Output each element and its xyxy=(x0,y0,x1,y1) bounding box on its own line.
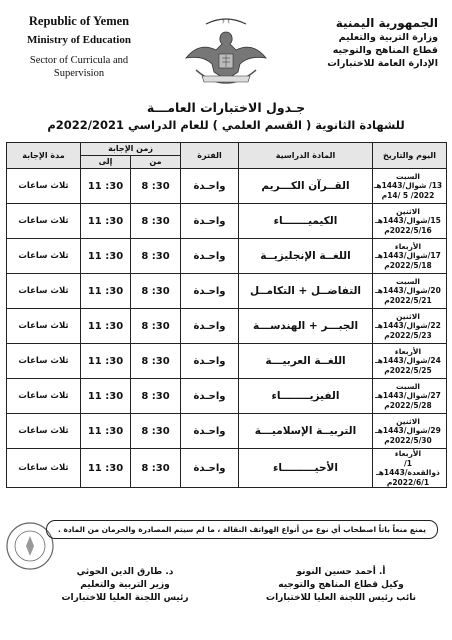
hijri-date: 20/شوال/1443هـ xyxy=(375,286,441,296)
header-subject: المادة الدراسية xyxy=(239,143,373,169)
duration-cell: ثلاث ساعات xyxy=(7,309,81,344)
ministry-name-ar: وزارة التربية والتعليم xyxy=(338,32,438,43)
signature-block-deputy xyxy=(246,566,436,605)
period-cell: واحـدة xyxy=(181,449,239,488)
table-row xyxy=(7,379,447,414)
table-row xyxy=(7,344,447,379)
end-time-cell: 11 :30 xyxy=(81,379,131,414)
start-time-cell: 8 :30 xyxy=(131,414,181,449)
day-name: الأربعاء xyxy=(394,346,422,356)
day-date-cell xyxy=(373,449,447,488)
start-time-cell: 8 :30 xyxy=(131,449,181,488)
subject-cell: الفيزيــــــــاء xyxy=(239,379,373,414)
hijri-date: 29/شوال/1443هـ xyxy=(375,426,441,436)
period-cell: واحـدة xyxy=(181,379,239,414)
day-name: الأربعاء xyxy=(394,449,422,458)
republic-name-ar: الجمهورية اليمنية xyxy=(335,16,438,30)
header-day-date: اليوم والتاريخ xyxy=(373,143,447,169)
exam-schedule-table xyxy=(6,142,447,488)
subject-cell: اللغــة الإنجليزيــة xyxy=(239,239,373,274)
hijri-date: 13/ شوال/1443هـ xyxy=(373,181,443,191)
end-time-cell: 11 :30 xyxy=(81,169,131,204)
day-date-cell xyxy=(373,309,447,344)
header-to: إلى xyxy=(81,156,131,169)
day-name: الأربعاء xyxy=(394,241,422,251)
start-time-cell: 8 :30 xyxy=(131,379,181,414)
end-time-cell: 11 :30 xyxy=(81,414,131,449)
period-cell: واحـدة xyxy=(181,309,239,344)
country-name: Republic of Yemen xyxy=(28,14,130,28)
end-time-cell: 11 :30 xyxy=(81,309,131,344)
gregorian-date: 2022/5/16م xyxy=(384,225,432,235)
day-date-cell xyxy=(373,379,447,414)
gregorian-date: 2022/ 5 /14م xyxy=(381,190,435,200)
subject-cell: القــرآن الكـــريم xyxy=(239,169,373,204)
subject-cell: اللغــة العربيـــة xyxy=(239,344,373,379)
day-name: السبت xyxy=(395,381,421,391)
minister-title-2: رئيس اللجنة العليا للاختبارات xyxy=(61,593,189,603)
end-time-cell: 11 :30 xyxy=(81,204,131,239)
end-time-cell: 11 :30 xyxy=(81,274,131,309)
header-answer-time: زمن الإجابة xyxy=(81,143,181,156)
duration-cell: ثلاث ساعات xyxy=(7,344,81,379)
header-duration: مدة الإجابة xyxy=(7,143,81,169)
sector-line-2: Supervision xyxy=(53,68,105,79)
day-name: السبت xyxy=(395,171,421,181)
start-time-cell: 8 :30 xyxy=(131,169,181,204)
day-date-cell xyxy=(373,239,447,274)
svg-text:﴿ ﴾: ﴿ ﴾ xyxy=(221,18,231,25)
day-name: السبت xyxy=(395,276,421,286)
table-row xyxy=(7,204,447,239)
hijri-date: 27/شوال/1443هـ xyxy=(375,391,441,401)
table-row xyxy=(7,449,447,488)
signature-block-minister xyxy=(30,566,220,605)
subject-cell: التفاضــل + التكامــل xyxy=(239,274,373,309)
english-header xyxy=(14,14,144,80)
table-row xyxy=(7,309,447,344)
table-row xyxy=(7,414,447,449)
duration-cell: ثلاث ساعات xyxy=(7,239,81,274)
hijri-date: 24/شوال/1443هـ xyxy=(375,356,441,366)
subject-cell: التربيــة الإسلاميـــة xyxy=(239,414,373,449)
subject-cell: الأحيـــــــــاء xyxy=(239,449,373,488)
period-cell: واحـدة xyxy=(181,239,239,274)
day-date-cell xyxy=(373,169,447,204)
period-cell: واحـدة xyxy=(181,414,239,449)
day-name: الاثنين xyxy=(396,416,420,426)
period-cell: واحـدة xyxy=(181,274,239,309)
sector-name xyxy=(14,54,144,80)
subject-cell: الجبـــر + الهندســـة xyxy=(239,309,373,344)
hijri-date: 22/شوال/1443هـ xyxy=(375,321,441,331)
period-cell: واحـدة xyxy=(181,169,239,204)
gregorian-date: 2022/5/21م xyxy=(384,295,432,305)
gregorian-date: 2022/5/25م xyxy=(384,365,432,375)
end-time-cell: 11 :30 xyxy=(81,344,131,379)
day-name: الاثنين xyxy=(396,206,420,216)
table-row xyxy=(7,274,447,309)
table-row xyxy=(7,169,447,204)
gregorian-date: 2022/6/1م xyxy=(386,477,430,487)
start-time-cell: 8 :30 xyxy=(131,204,181,239)
title-line-1: جـدول الاختبارات العامـــة xyxy=(146,100,306,115)
table-row xyxy=(7,239,447,274)
deputy-name: أ. أحمد حسين النونو xyxy=(296,567,386,577)
deputy-title-2: نائب رئيس اللجنة العليا للاختبارات xyxy=(266,593,416,603)
document-title xyxy=(40,100,412,132)
sector-name-ar: قطاع المناهج والتوجيه xyxy=(332,45,438,56)
subject-cell: الكيميـــــــاء xyxy=(239,204,373,239)
duration-cell: ثلاث ساعات xyxy=(7,449,81,488)
title-line-2: للشهادة الثانوية ( القسم العلمي ) للعام الدراسي 2022/2021م xyxy=(47,118,405,132)
gregorian-date: 2022/5/18م xyxy=(384,260,432,270)
end-time-cell: 11 :30 xyxy=(81,449,131,488)
sector-line-1: Sector of Curricula and xyxy=(29,55,129,66)
hijri-date: 17/شوال/1443هـ xyxy=(375,251,441,261)
day-date-cell xyxy=(373,344,447,379)
ministry-name: Ministry of Education xyxy=(27,34,131,46)
duration-cell: ثلاث ساعات xyxy=(7,379,81,414)
department-name-ar: الإدارة العامة للاختبارات xyxy=(327,58,438,69)
start-time-cell: 8 :30 xyxy=(131,239,181,274)
start-time-cell: 8 :30 xyxy=(131,309,181,344)
minister-name: د. طارق الدين الحوثي xyxy=(76,567,174,577)
day-date-cell xyxy=(373,204,447,239)
minister-title-1: وزير التربية والتعليم xyxy=(80,580,170,590)
hijri-date: 15/شوال/1443هـ xyxy=(375,216,441,226)
header-from: من xyxy=(131,156,181,169)
gregorian-date: 2022/5/30م xyxy=(384,435,432,445)
duration-cell: ثلاث ساعات xyxy=(7,414,81,449)
duration-cell: ثلاث ساعات xyxy=(7,274,81,309)
period-cell: واحـدة xyxy=(181,344,239,379)
arabic-header xyxy=(298,16,438,69)
end-time-cell: 11 :30 xyxy=(81,239,131,274)
duration-cell: ثلاث ساعات xyxy=(7,169,81,204)
deputy-title-1: وكيل قطاع المناهج والتوجيه xyxy=(278,580,404,590)
period-cell: واحـدة xyxy=(181,204,239,239)
header-period: الفترة xyxy=(181,143,239,169)
start-time-cell: 8 :30 xyxy=(131,344,181,379)
day-date-cell xyxy=(373,414,447,449)
start-time-cell: 8 :30 xyxy=(131,274,181,309)
day-name: الاثنين xyxy=(396,311,420,321)
duration-cell: ثلاث ساعات xyxy=(7,204,81,239)
phone-ban-notice: يمنع منعاً باتاً اصطحاب أي نوع من أنواع الهواتف النقالة ، ما لم سيتم المصادرة والحرمان من المادة . xyxy=(46,520,438,539)
gregorian-date: 2022/5/28م xyxy=(384,400,432,410)
yemen-eagle-emblem-icon xyxy=(176,10,276,100)
hijri-date: 1/ذوالقعدة/1443هـ xyxy=(376,458,440,477)
day-date-cell xyxy=(373,274,447,309)
gregorian-date: 2022/5/23م xyxy=(384,330,432,340)
